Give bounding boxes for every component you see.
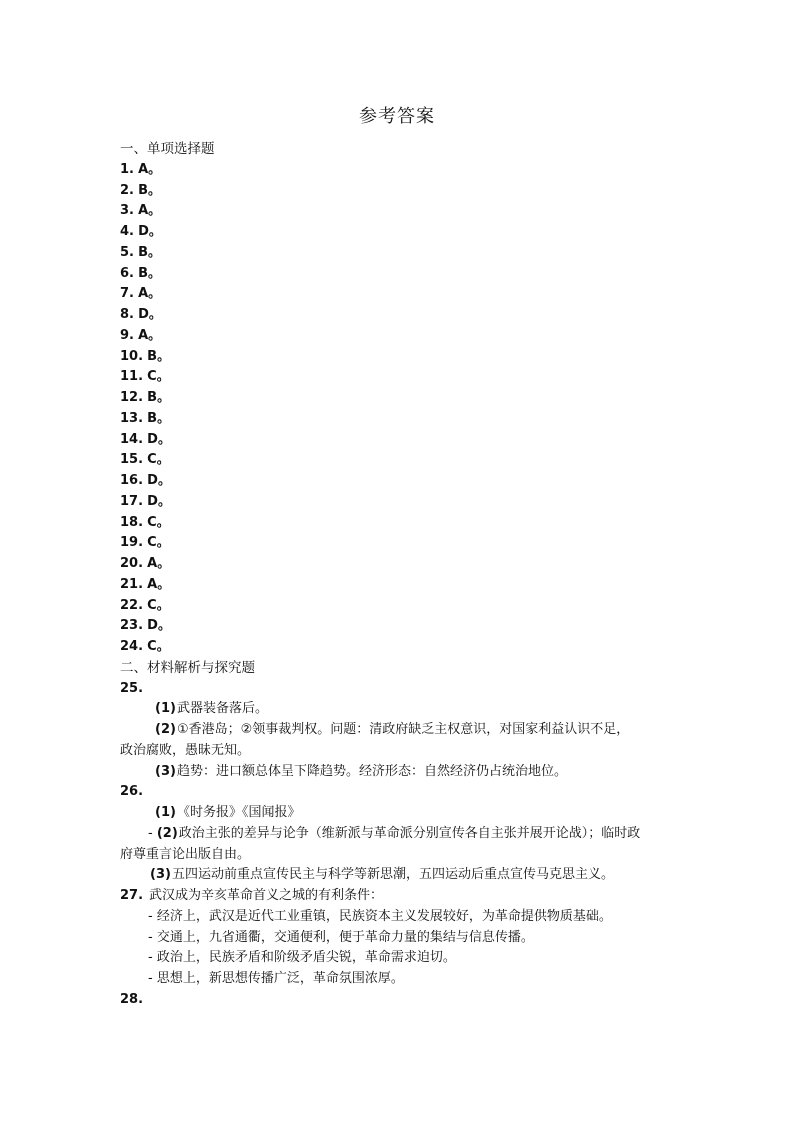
- choice-answer-row: [120, 513, 680, 534]
- choice-answer-letter: D。: [147, 431, 171, 447]
- choice-answer-row: [120, 160, 680, 181]
- q26-part-1-text: 《时务报》《国闻报》: [176, 805, 301, 820]
- choice-answer-row: [120, 409, 680, 430]
- choice-answer-row: [120, 388, 680, 409]
- choice-answer-letter: B。: [147, 410, 171, 426]
- choice-answer-number: 14.: [120, 431, 144, 447]
- choice-answer-letter: D。: [147, 493, 171, 509]
- choice-answer-number: 4.: [120, 224, 134, 239]
- choice-answer-number: 7.: [120, 286, 134, 302]
- q25-part-3-label: (3): [155, 763, 176, 779]
- choice-answer-number: 11.: [120, 369, 144, 385]
- choice-answer-number: 18.: [120, 514, 144, 530]
- choice-answer-letter: A。: [138, 161, 162, 177]
- choice-answer-row: [120, 492, 680, 513]
- choice-answer-letter: B。: [147, 390, 171, 405]
- choice-answer-number: 21.: [120, 576, 144, 592]
- q26-part-2-continued: 府尊重言论出版自由。: [120, 846, 251, 862]
- q27-intro: 武汉成为辛亥革命首义之城的有利条件：: [149, 888, 384, 903]
- q25-part-1-text: 武器装备落后。: [176, 701, 268, 717]
- choice-answer-letter: D。: [138, 307, 162, 322]
- q26-part-1-label: (1): [155, 805, 176, 820]
- choice-answer-number: 1.: [120, 161, 134, 177]
- choice-answer-number: 3.: [120, 203, 134, 219]
- choice-answer-number: 15.: [120, 452, 144, 468]
- choice-answer-letter: C。: [147, 535, 170, 551]
- choice-answer-letter: D。: [147, 473, 171, 488]
- choice-answer-row: [120, 450, 680, 471]
- choice-answer-number: 2.: [120, 182, 134, 198]
- choice-answer-letter: A。: [138, 286, 162, 302]
- page-title: 参考答案: [359, 106, 435, 127]
- question-27: [120, 886, 680, 907]
- choice-answer-number: 5.: [120, 244, 134, 260]
- choice-answer-number: 23.: [120, 618, 144, 634]
- choice-answer-number: 6.: [120, 265, 134, 281]
- choice-answer-row: [120, 554, 680, 575]
- choice-answer-number: 17.: [120, 493, 144, 509]
- answer-content: [120, 139, 680, 1011]
- choice-answer-letter: A。: [147, 556, 171, 571]
- choice-answer-letter: C。: [147, 597, 170, 613]
- q26-part-1: [120, 803, 680, 824]
- choice-answer-letter: A。: [138, 327, 162, 343]
- choice-answer-letter: B。: [147, 348, 171, 364]
- question-number-27: 27.: [120, 888, 144, 903]
- choice-answer-row: [120, 243, 680, 264]
- choice-answer-number: 10.: [120, 348, 144, 364]
- choice-answer-letter: B。: [138, 182, 162, 198]
- choice-answer-letter: C。: [147, 452, 170, 468]
- q25-part-2-continued: 政治腐败，愚昧无知。: [120, 742, 251, 758]
- q27-item: - 交通上，九省通衢，交通便利，便于革命力量的集结与信息传播。: [148, 929, 534, 945]
- choice-answer-number: 24.: [120, 639, 144, 654]
- choice-answer-row: [120, 596, 680, 617]
- choice-answer-row: [120, 264, 680, 285]
- question-number-28: 28.: [120, 991, 144, 1007]
- choice-answer-list: [120, 160, 680, 658]
- q26-part-2-dash: -: [148, 825, 157, 841]
- q25-part-2-text: ①香港岛；②领事裁判权。问题：清政府缺乏主权意识，对国家利益认识不足，: [176, 722, 630, 737]
- choice-answer-number: 13.: [120, 410, 144, 426]
- q25-part-3-text: 趋势：进口额总体呈下降趋势。经济形态：自然经济仍占统治地位。: [176, 763, 567, 779]
- choice-answer-number: 8.: [120, 307, 134, 322]
- choice-answer-letter: A。: [147, 576, 171, 592]
- choice-answer-letter: C。: [147, 369, 170, 385]
- choice-answer-letter: B。: [138, 265, 162, 281]
- q26-part-3-text: 五四运动前重点宣传民主与科学等新思潮，五四运动后重点宣传马克思主义。: [171, 867, 614, 883]
- q27-item: - 经济上，武汉是近代工业重镇，民族资本主义发展较好，为革命提供物质基础。: [148, 908, 612, 924]
- q26-part-3-label: (3): [150, 867, 171, 883]
- choice-answer-row: [120, 575, 680, 596]
- section-heading-material: 二、材料解析与探究题: [120, 659, 255, 676]
- section-heading-choice: 一、单项选择题: [120, 141, 215, 157]
- q25-part-2-label: (2): [155, 722, 176, 737]
- choice-answer-row: [120, 533, 680, 554]
- q26-part-3: [120, 865, 680, 886]
- choice-answer-row: [120, 616, 680, 637]
- choice-answer-letter: C。: [147, 639, 170, 654]
- choice-answer-row: [120, 181, 680, 202]
- q26-part-2: [120, 824, 680, 845]
- q27-item: - 政治上，民族矛盾和阶级矛盾尖锐，革命需求迫切。: [148, 950, 456, 966]
- choice-answer-row: [120, 430, 680, 451]
- choice-answer-letter: D。: [147, 618, 171, 634]
- choice-answer-row: [120, 637, 680, 658]
- q25-part-1: [120, 699, 680, 720]
- choice-answer-number: 16.: [120, 473, 144, 488]
- choice-answer-number: 20.: [120, 556, 144, 571]
- q26-part-2-label: (2): [156, 825, 178, 841]
- choice-answer-number: 9.: [120, 327, 134, 343]
- choice-answer-number: 22.: [120, 597, 144, 613]
- choice-answer-row: [120, 367, 680, 388]
- q25-part-3: [120, 762, 680, 783]
- choice-answer-letter: A。: [138, 203, 162, 219]
- choice-answer-row: [120, 305, 680, 326]
- choice-answer-number: 19.: [120, 535, 144, 551]
- choice-answer-row: [120, 347, 680, 368]
- choice-answer-number: 12.: [120, 390, 144, 405]
- choice-answer-row: [120, 201, 680, 222]
- choice-answer-row: [120, 222, 680, 243]
- question-number-25: 25.: [120, 680, 144, 696]
- q25-part-1-label: (1): [155, 701, 176, 717]
- choice-answer-row: [120, 284, 680, 305]
- question-number-26: 26.: [120, 784, 144, 800]
- q26-part-2-text: 政治主张的差异与论争（维新派与革命派分别宣传各自主张并展开论战）；临时政: [178, 825, 641, 841]
- choice-answer-letter: D。: [138, 224, 162, 239]
- choice-answer-letter: C。: [147, 514, 170, 530]
- choice-answer-letter: B。: [138, 244, 162, 260]
- choice-answer-row: [120, 326, 680, 347]
- choice-answer-row: [120, 471, 680, 492]
- q27-item: - 思想上，新思想传播广泛，革命氛围浓厚。: [148, 971, 404, 986]
- q25-part-2: [120, 720, 680, 741]
